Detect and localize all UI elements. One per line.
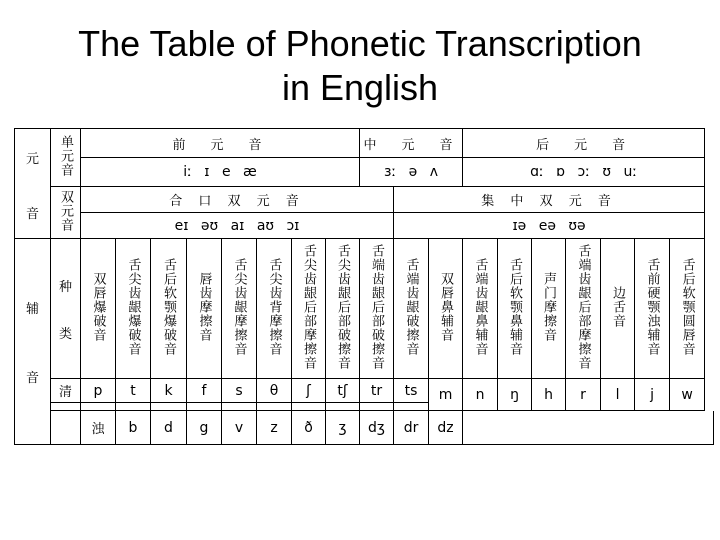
voiced-6: ʒ (326, 411, 360, 445)
voiceless-label: 清 (51, 379, 81, 403)
voiced-8: dr (394, 411, 429, 445)
sonorant-5: l (601, 379, 635, 411)
central-vowel-symbols: ɜː ə ʌ (360, 158, 463, 187)
voiced-7: dʒ (360, 411, 394, 445)
consonant-group-spacer (51, 411, 81, 445)
voiced-label: 浊 (81, 411, 116, 445)
type-7: 舌尖齿龈后部破擦音 (326, 239, 360, 379)
monophthong-label: 单元音 (51, 129, 81, 187)
sonorant-type-4: 舌端齿龈后部摩擦音 (566, 239, 601, 379)
voiced-9: dz (429, 411, 463, 445)
type-5: 舌尖齿背摩擦音 (257, 239, 292, 379)
vowel-group-label: 元 (15, 129, 51, 187)
diphthong-label: 双元音 (51, 187, 81, 239)
voiceless-9: ts (394, 379, 429, 403)
sonorant-type-1: 舌端齿龈鼻辅音 (463, 239, 498, 379)
title-line-2: in English (281, 67, 439, 108)
closing-diphthong-symbols: eɪ əʊ aɪ aʊ ɔɪ (81, 213, 394, 239)
consonant-type-label: 种 类 (51, 239, 81, 379)
type-6: 舌尖齿龈后部摩擦音 (292, 239, 326, 379)
type-4: 舌尖齿龈摩擦音 (222, 239, 257, 379)
voiceless-label-spacer (51, 403, 81, 411)
voiced-2: g (187, 411, 222, 445)
voiceless-3: f (187, 379, 222, 403)
title-line-1: The Table of Phonetic Transcription (78, 23, 642, 64)
back-vowel-symbols: ɑː ɒ ɔː ʊ uː (463, 158, 705, 187)
voiceless-7: tʃ (326, 379, 360, 403)
sonorant-4: r (566, 379, 601, 411)
central-vowel-header: 中 元 音 (360, 129, 463, 158)
closing-diphthong-header: 合 口 双 元 音 (81, 187, 394, 213)
voiced-3: v (222, 411, 257, 445)
sonorant-0: m (429, 379, 463, 411)
voiceless-5: θ (257, 379, 292, 403)
voiceless-4: s (222, 379, 257, 403)
front-vowel-symbols: iː ɪ e æ (81, 158, 360, 187)
voiced-0: b (116, 411, 151, 445)
back-vowel-header: 后 元 音 (463, 129, 705, 158)
consonant-group-label: 辅 音 (15, 239, 51, 445)
sonorant-type-3: 声门摩擦音 (532, 239, 566, 379)
voiceless-6: ʃ (292, 379, 326, 403)
phonetic-table (14, 128, 714, 445)
voiced-5: ð (292, 411, 326, 445)
type-2: 舌后软颚爆破音 (151, 239, 187, 379)
voiceless-0: p (81, 379, 116, 403)
sonorant-2: ŋ (498, 379, 532, 411)
page-title (0, 22, 720, 110)
sonorant-type-7: 舌后软颚圆唇音 (670, 239, 705, 379)
voiceless-1: t (116, 379, 151, 403)
sonorant-type-2: 舌后软颚鼻辅音 (498, 239, 532, 379)
sonorant-type-5: 边舌音 (601, 239, 635, 379)
voiceless-2: k (151, 379, 187, 403)
vowel-category-label: 音 (15, 187, 51, 239)
type-3: 唇齿摩擦音 (187, 239, 222, 379)
centering-diphthong-header: 集 中 双 元 音 (394, 187, 705, 213)
sonorant-6: j (635, 379, 670, 411)
front-vowel-header: 前 元 音 (81, 129, 360, 158)
type-1: 舌尖齿龈爆破音 (116, 239, 151, 379)
type-8: 舌端齿龈后部破擦音 (360, 239, 394, 379)
sonorant-1: n (463, 379, 498, 411)
voiced-1: d (151, 411, 187, 445)
type-9: 舌端齿龈破擦音 (394, 239, 429, 379)
sonorant-7: w (670, 379, 705, 411)
sonorant-type-6: 舌前硬颚浊辅音 (635, 239, 670, 379)
voiceless-8: tr (360, 379, 394, 403)
voiced-4: z (257, 411, 292, 445)
sonorant-type-0: 双唇鼻辅音 (429, 239, 463, 379)
sonorant-voiced-empty (463, 411, 714, 445)
type-0: 双唇爆破音 (81, 239, 116, 379)
sonorant-3: h (532, 379, 566, 411)
centering-diphthong-symbols: ɪə eə ʊə (394, 213, 705, 239)
